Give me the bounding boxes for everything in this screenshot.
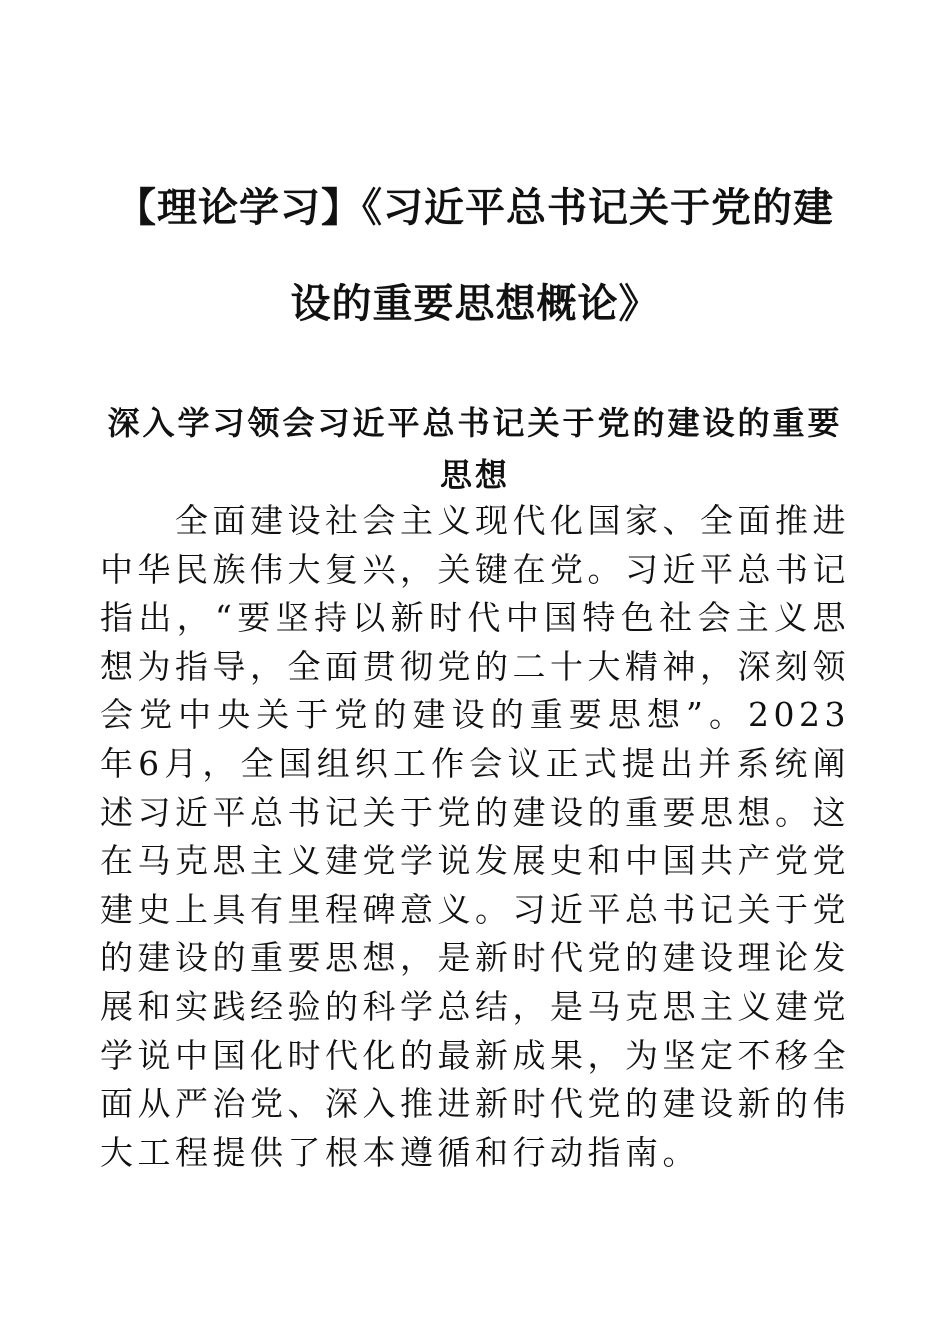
body-paragraph: 全面建设社会主义现代化国家、全面推进中华民族伟大复兴，关键在党。习近平总书记指出，“要坚持以新时代中国特色社会主义思想为指导，全面贯彻党的二十大精神，深刻领会党中央关于党的建设的重要思想”。2023年6月，全国组织工作会议正式提出并系统阐述习近平总书记关于党的建设的重要思想。这在马克思主义建党学说发展史和中国共产党党建史上具有里程碑意义。习近平总书记关于党的建设的重要思想，是新时代党的建设理论发展和实践经验的科学总结，是马克思主义建党学说中国化时代化的最新成果，为坚定不移全面从严治党、深入推进新时代党的建设新的伟大工程提供了根本遵循和行动指南。 xyxy=(100,501,850,1172)
section-heading: 深入学习领会习近平总书记关于党的建设的重要思想 xyxy=(107,404,843,494)
document-title: 【理论学习】《习近平总书记关于党的建设的重要思想概论》 xyxy=(116,185,834,327)
